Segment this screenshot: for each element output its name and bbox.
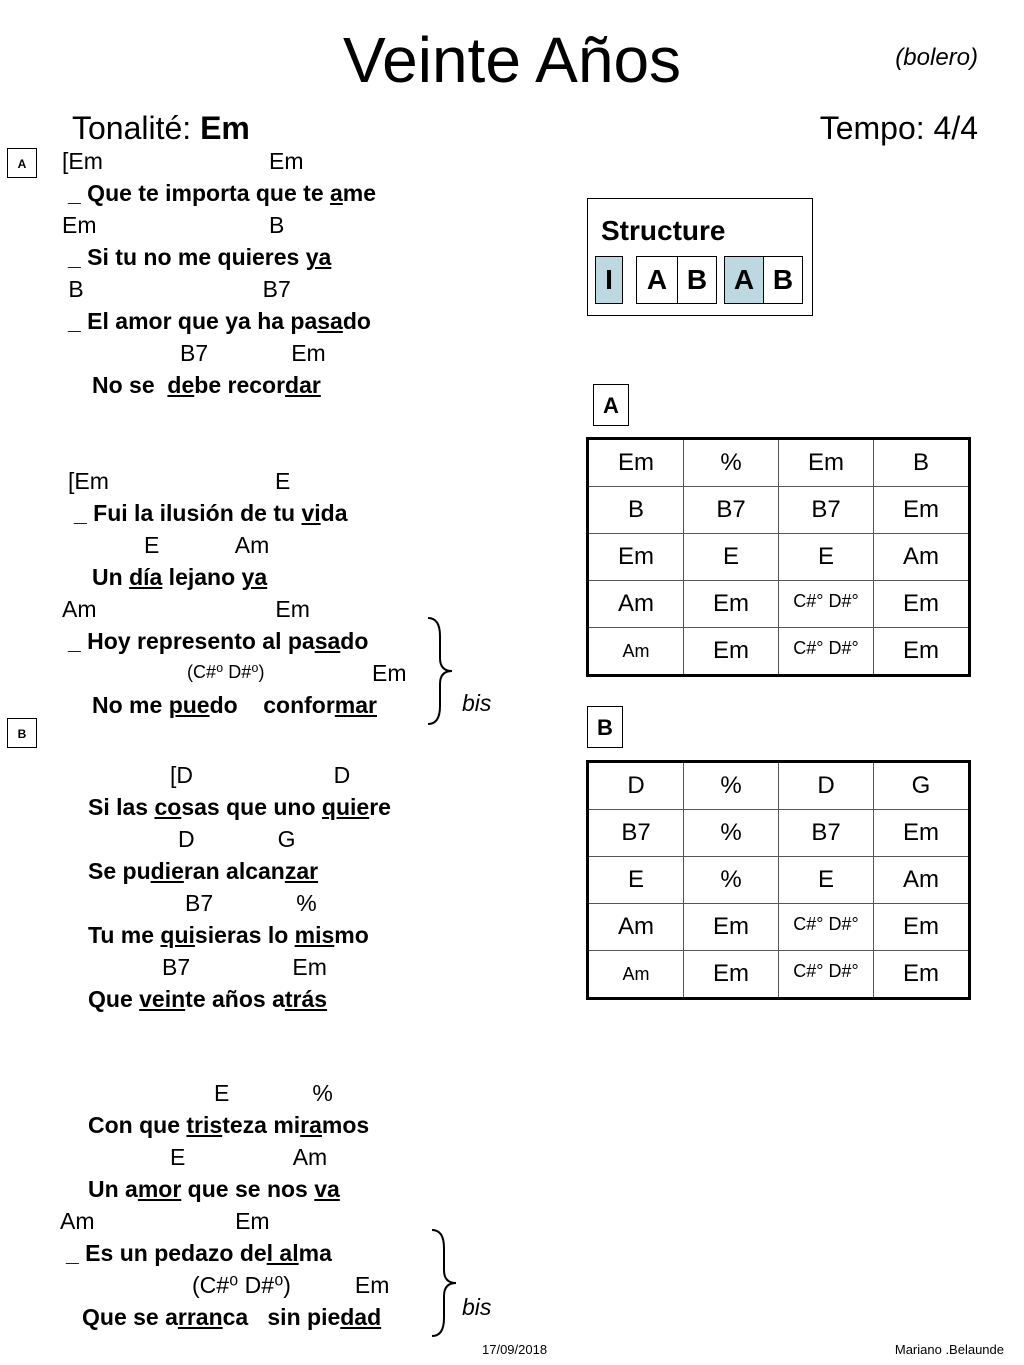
grid-cell: B7 [684,487,779,534]
chord-line: [Em E [68,468,291,494]
chord-line: D G [178,826,296,852]
chord-line: Em B [62,212,285,238]
grid-cell: E [684,534,779,581]
grid-cell: E [779,857,874,904]
tempo: Tempo: 4/4 [819,110,978,146]
grid-cell: B7 [779,810,874,857]
chord-line: [D D [170,762,351,788]
grid-cell: Am [588,581,684,628]
grid-cell: Em [684,581,779,628]
lyric-line: _ Si tu no me quieres ya [68,244,332,270]
grid-cell: Em [874,904,970,951]
grid-row [588,951,970,999]
grid-cell: B7 [588,810,684,857]
grid-cell: D [779,762,874,810]
lyric-line: Si las cosas que uno quiere [88,794,391,820]
bis-label: bis [462,1294,492,1320]
structure-item-b2: B [763,256,803,304]
chord-line: B B7 [62,276,291,302]
grid-cell: Em [874,951,970,999]
chord-line: E Am [144,532,270,558]
grid-row [588,534,970,581]
lyric-line: No se debe recordar [92,372,321,398]
grid-cell: Em [684,904,779,951]
grid-cell: Em [684,951,779,999]
grid-cell: B7 [779,487,874,534]
lyric-line: Con que tristeza miramos [88,1112,370,1138]
grid-cell: Am [588,904,684,951]
grid-row [588,810,970,857]
grid-row [588,857,970,904]
chord-line: B7 % [185,890,317,916]
lyric-line: Tu me quisieras lo mismo [88,922,369,948]
chord-line: Am Em [62,596,310,622]
footer-date: 17/09/2018 [482,1342,548,1357]
marker-b: B [7,718,37,748]
chord-line: E % [214,1080,333,1106]
grid-cell: D [588,762,684,810]
marker-a: A [7,148,37,178]
section-b-label: B [587,706,623,748]
grid-row [588,487,970,534]
grid-cell: Em [874,581,970,628]
chord-line: Am Em [60,1208,270,1234]
grid-cell: E [588,857,684,904]
grid-row [588,762,970,810]
grid-cell: C#° D#° [779,904,874,951]
chord-line: B7 Em [180,340,326,366]
grid-cell: C#° D#° [779,581,874,628]
structure-label: Structure [601,215,726,246]
footer-author: Mariano .Belaunde [894,1342,1004,1357]
grid-cell: E [779,534,874,581]
chord-line: Em [372,660,407,686]
grid-cell: % [684,439,779,487]
bis-label: bis [462,690,492,716]
repeat-brace-icon [428,1228,462,1338]
section-a-grid [586,437,971,677]
tonality-label: Tonalité: [72,110,201,146]
structure-box [587,198,813,316]
song-style: (bolero) [895,44,978,71]
grid-cell: Em [588,534,684,581]
lyric-line: _ Hoy represento al pasado [68,628,369,654]
grid-cell: C#° D#° [779,951,874,999]
grid-cell: Am [874,857,970,904]
lyric-line: Que veinte años atrás [88,986,328,1012]
grid-cell: Em [874,628,970,676]
grid-cell: Am [588,628,684,676]
grid-cell: % [684,762,779,810]
lyric-line: _ Fui la ilusión de tu vida [74,500,348,526]
chord-line: [Em Em [62,148,304,174]
grid-cell: Em [874,810,970,857]
grid-cell: G [874,762,970,810]
structure-item-intro: I [595,256,623,304]
lyric-line: _ Es un pedazo del alma [66,1240,332,1266]
grid-row [588,904,970,951]
chord-line: B7 Em [162,954,327,980]
lyric-line: Un día lejano ya [92,564,268,590]
grid-cell: B [588,487,684,534]
lyric-line: _ Que te importa que te ame [68,180,377,206]
grid-cell: % [684,857,779,904]
grid-row [588,439,970,487]
grid-cell: Em [684,628,779,676]
grid-cell: Am [588,951,684,999]
grid-cell: % [684,810,779,857]
tonality-value: Em [200,110,250,146]
chord-line-passing: (C#⁰ D#⁰) [187,662,265,682]
lyric-line: _ El amor que ya ha pasado [68,308,371,334]
tonality [72,110,250,147]
lyric-line: Que se arranca sin piedad [82,1304,382,1330]
repeat-brace-icon [424,616,458,726]
structure-item-a2: A [724,256,764,304]
grid-row [588,581,970,628]
grid-cell: Em [588,439,684,487]
lyric-line: Un amor que se nos va [88,1176,340,1202]
lyric-line: No me puedo conformar [92,692,377,718]
structure-item-b1: B [677,256,717,304]
chord-line: (C#⁰ D#⁰) Em [192,1272,390,1298]
structure-item-a1: A [636,256,678,304]
grid-cell: Em [874,487,970,534]
chord-line: E Am [170,1144,328,1170]
grid-cell: Em [779,439,874,487]
lyric-line: Se pudieran alcanzar [88,858,319,884]
section-a-label: A [593,384,629,426]
song-title: Veinte Años [342,24,682,96]
grid-cell: Am [874,534,970,581]
grid-cell: C#° D#° [779,628,874,676]
grid-cell: B [874,439,970,487]
grid-row [588,628,970,676]
section-b-grid [586,760,971,1000]
